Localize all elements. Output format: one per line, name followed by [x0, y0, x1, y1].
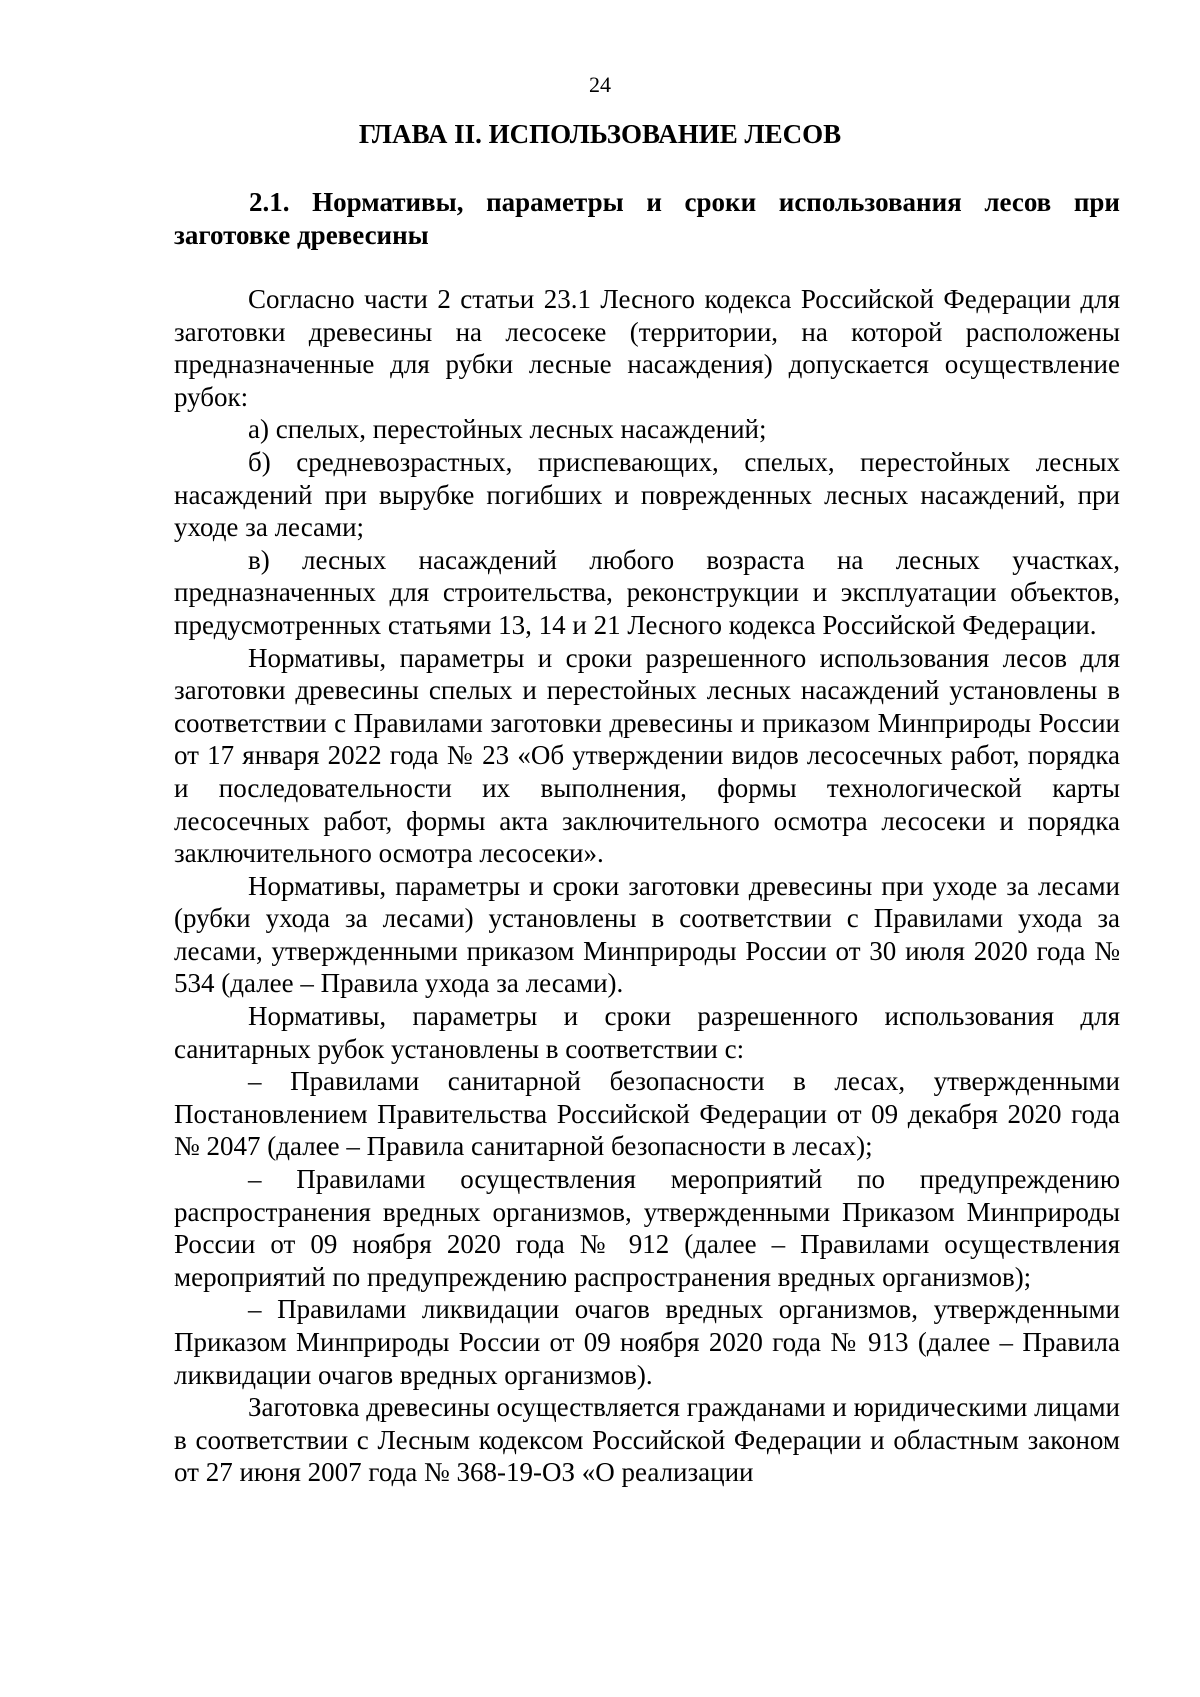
- list-item-a: а) спелых, перестойных лесных насаждений;: [248, 414, 767, 445]
- list-item-b: б) средневозрастных, приспевающих, спелых, перестойных лесных насаждений при вырубке погибших и поврежденных лесных насаждений, при уходе за лесами;: [174, 446, 1120, 543]
- paragraph-forest-care: Нормативы, параметры и сроки заготовки древесины при уходе за лесами (рубки ухода за лесами) установлены в соответствии с Правилами ухода за лесами, утвержденными приказом Минприроды России от 30 июля 2020 года № 534 (далее – Правила ухода за лесами).: [174, 870, 1120, 999]
- paragraph-intro: Согласно части 2 статьи 23.1 Лесного кодекса Российской Федерации для заготовки древесины на лесосеке (территории, на которой расположены предназначенные для рубки лесные насаждения) допускается осуществление рубок:: [174, 284, 1120, 412]
- list-item-sanitary-safety: ‒ Правилами санитарной безопасности в лесах, утвержденными Постановлением Правительства Российской Федерации от 09 декабря 2020 года № 2047 (далее – Правила санитарной безопасности в лесах);: [174, 1066, 1120, 1162]
- list-item-pest-prevention: ‒ Правилами осуществления мероприятий по предупреждению распространения вредных организмов, утвержденными Приказом Минприроды России от 09 ноября 2020 года № 912 (далее – Правилами осуществления мероприятий по предупреждению распространения вредных организмов);: [174, 1164, 1120, 1292]
- list-item-pest-elimination: ‒ Правилами ликвидации очагов вредных организмов, утвержденными Приказом Минприроды России от 09 ноября 2020 года № 913 (далее – Правила ликвидации очагов вредных организмов).: [174, 1294, 1120, 1390]
- paragraph-sanitary-felling: Нормативы, параметры и сроки разрешенного использования для санитарных рубок установлены в соответствии с:: [174, 1001, 1120, 1064]
- paragraph-mature-stands: Нормативы, параметры и сроки разрешенного использования лесов для заготовки древесины спелых и перестойных лесных насаждений установлены в соответствии с Правилами заготовки древесины и приказом Минприроды России от 17 января 2022 года № 23 «Об утверждении видов лесосечных работ, порядка и последовательности их выполнения, формы технологической карты лесосечных работ, формы акта заключительного осмотра лесосеки и порядка заключительного осмотра лесосеки».: [174, 642, 1120, 869]
- chapter-title: ГЛАВА II. ИСПОЛЬЗОВАНИЕ ЛЕСОВ: [358, 119, 842, 149]
- section-title: 2.1. Нормативы, параметры и сроки использования лесов при заготовке древесины: [174, 187, 1120, 250]
- list-item-c: в) лесных насаждений любого возраста на лесных участках, предназначенных для строительства, реконструкции и эксплуатации объектов, предусмотренных статьями 13, 14 и 21 Лесного кодекса Российской Федерации.: [174, 544, 1120, 640]
- page-number: 24: [589, 72, 611, 97]
- paragraph-timber-harvesting: Заготовка древесины осуществляется гражданами и юридическими лицами в соответствии с Лесным кодексом Российской Федерации и областным законом от 27 июня 2007 года № 368-19-ОЗ «О реализации: [174, 1392, 1120, 1488]
- body-text: [174, 283, 1120, 1489]
